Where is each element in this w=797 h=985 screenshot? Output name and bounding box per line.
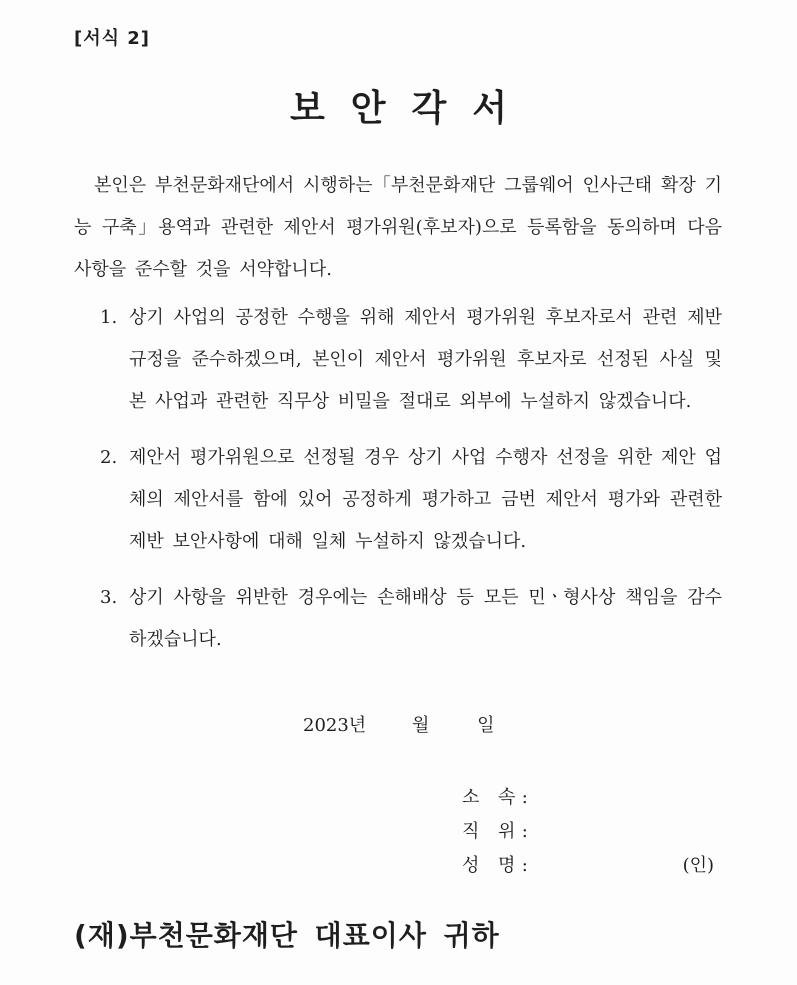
list-item-text: 상기 사업의 공정한 수행을 위해 제안서 평가위원 후보자로서 관련 제반규정을 준수하겠으며, 본인이 제안서 평가위원 후보자로 선정된 사실 및 본 사업과 관련한 직무상 비밀을 절대로 외부에 누설하지 않겠습니다. [129, 307, 722, 412]
date-month: 월 [411, 715, 430, 736]
position-colon: : [521, 821, 528, 842]
name-colon: : [521, 855, 528, 876]
position-label: 직 위 [462, 821, 516, 842]
position-row [462, 817, 722, 851]
list-item [100, 437, 722, 563]
date-year: 2023년 [303, 715, 367, 736]
list-item-text: 제안서 평가위원으로 선정될 경우 상기 사업 수행자 선정을 위한 제안 업체의 제안서를 함에 있어 공정하게 평가하고 금번 제안서 평가와 관련한 제반 보안사항에 대해 일체 누설하지 않겠습니다. [129, 447, 722, 552]
document-title: 보안각서 [289, 88, 534, 129]
name-label: 성 명 [462, 855, 516, 876]
list-item-number: 2. [100, 447, 118, 468]
form-label: [서식 2] [74, 28, 151, 49]
signature-block [462, 783, 722, 885]
list-item [100, 297, 722, 423]
pledge-list [100, 297, 722, 675]
affiliation-colon: : [521, 787, 528, 808]
affiliation-label: 소 속 [462, 787, 516, 808]
list-item [100, 577, 722, 661]
date-line [303, 710, 494, 742]
seal-mark: (인) [682, 855, 714, 876]
recipient-line: (재)부천문화재단 대표이사 귀하 [74, 919, 500, 952]
list-item-text: 상기 사항을 위반한 경우에는 손해배상 등 모든 민ㆍ형사상 책임을 감수하겠습니다. [129, 587, 722, 650]
affiliation-row [462, 783, 722, 817]
name-row [462, 851, 722, 885]
list-item-number: 1. [100, 307, 118, 328]
date-day: 일 [477, 715, 495, 736]
list-item-number: 3. [100, 587, 118, 608]
intro-paragraph: 본인은 부천문화재단에서 시행하는「부천문화재단 그룹웨어 인사근태 확장 기능 구축」용역과 관련한 제안서 평가위원(후보자)으로 등록함을 동의하며 다음 사항을 준수할 것을 서약합니다. [74, 175, 722, 280]
